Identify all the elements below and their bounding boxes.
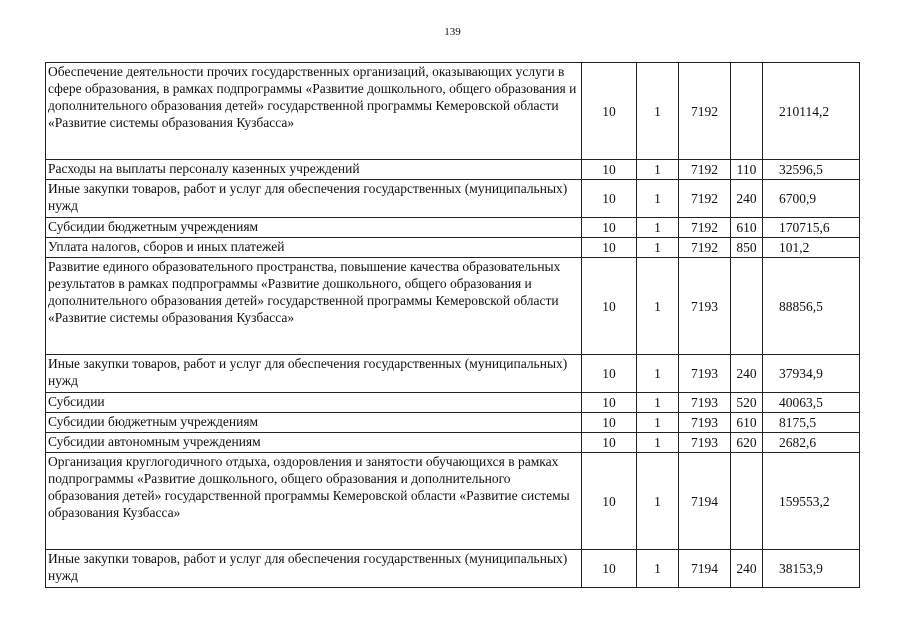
row-description: Организация круглогодичного отдыха, оздоровления и занятости обучающихся в рамках подпрограммы «Развитие дошкольного, общего образования и дополнительного образования детей» государственной программы Кемеровской области «Развитие системы образования Кузбасса» xyxy=(46,453,582,550)
section-cell: 10 xyxy=(582,453,637,550)
expense-type-cell: 520 xyxy=(731,393,763,413)
section-cell: 10 xyxy=(582,550,637,588)
subsection-cell: 1 xyxy=(637,218,679,238)
section-cell: 10 xyxy=(582,160,637,180)
row-description: Субсидии бюджетным учреждениям xyxy=(46,413,582,433)
table-row xyxy=(46,413,860,433)
section-cell: 10 xyxy=(582,180,637,218)
section-cell: 10 xyxy=(582,393,637,413)
page-number: 139 xyxy=(444,26,461,38)
table-row xyxy=(46,393,860,413)
expense-type-cell: 240 xyxy=(731,355,763,393)
subsection-cell: 1 xyxy=(637,160,679,180)
row-description: Обеспечение деятельности прочих государственных организаций, оказывающих услуги в сфере образования, в рамках подпрограммы «Развитие дошкольного, общего образования и дополнительного образования детей» государственной программы Кемеровской области «Развитие системы образования Кузбасса» xyxy=(46,63,582,160)
section-cell: 10 xyxy=(582,413,637,433)
expense-type-cell: 610 xyxy=(731,413,763,433)
table-row xyxy=(46,160,860,180)
expense-type-cell: 240 xyxy=(731,180,763,218)
table-row xyxy=(46,180,860,218)
target-code-cell: 7192 xyxy=(679,160,731,180)
amount-cell: 8175,5 xyxy=(763,413,860,433)
target-code-cell: 7193 xyxy=(679,393,731,413)
section-cell: 10 xyxy=(582,433,637,453)
table-row xyxy=(46,238,860,258)
row-description: Иные закупки товаров, работ и услуг для обеспечения государственных (муниципальных) нужд xyxy=(46,180,582,218)
subsection-cell: 1 xyxy=(637,258,679,355)
subsection-cell: 1 xyxy=(637,453,679,550)
row-description: Иные закупки товаров, работ и услуг для обеспечения государственных (муниципальных) нужд xyxy=(46,550,582,588)
target-code-cell: 7192 xyxy=(679,63,731,160)
target-code-cell: 7193 xyxy=(679,258,731,355)
target-code-cell: 7193 xyxy=(679,355,731,393)
target-code-cell: 7194 xyxy=(679,453,731,550)
subsection-cell: 1 xyxy=(637,238,679,258)
amount-cell: 38153,9 xyxy=(763,550,860,588)
amount-cell: 37934,9 xyxy=(763,355,860,393)
amount-cell: 32596,5 xyxy=(763,160,860,180)
expense-type-cell: 240 xyxy=(731,550,763,588)
expense-type-cell: 610 xyxy=(731,218,763,238)
subsection-cell: 1 xyxy=(637,413,679,433)
subsection-cell: 1 xyxy=(637,550,679,588)
section-cell: 10 xyxy=(582,258,637,355)
target-code-cell: 7192 xyxy=(679,238,731,258)
row-description: Развитие единого образовательного пространства, повышение качества образовательных результатов в рамках подпрограммы «Развитие дошкольного, общего образования и дополнительного образования детей» государственной программы Кемеровской области «Развитие системы образования Кузбасса» xyxy=(46,258,582,355)
amount-cell: 170715,6 xyxy=(763,218,860,238)
row-description: Субсидии автономным учреждениям xyxy=(46,433,582,453)
section-cell: 10 xyxy=(582,218,637,238)
amount-cell: 40063,5 xyxy=(763,393,860,413)
subsection-cell: 1 xyxy=(637,433,679,453)
table-row xyxy=(46,258,860,355)
subsection-cell: 1 xyxy=(637,393,679,413)
row-description: Уплата налогов, сборов и иных платежей xyxy=(46,238,582,258)
amount-cell: 159553,2 xyxy=(763,453,860,550)
amount-cell: 101,2 xyxy=(763,238,860,258)
expense-type-cell xyxy=(731,453,763,550)
table-row xyxy=(46,63,860,160)
subsection-cell: 1 xyxy=(637,63,679,160)
table-row xyxy=(46,355,860,393)
expense-type-cell: 620 xyxy=(731,433,763,453)
row-description: Расходы на выплаты персоналу казенных учреждений xyxy=(46,160,582,180)
amount-cell: 210114,2 xyxy=(763,63,860,160)
target-code-cell: 7193 xyxy=(679,413,731,433)
row-description: Субсидии бюджетным учреждениям xyxy=(46,218,582,238)
target-code-cell: 7194 xyxy=(679,550,731,588)
amount-cell: 88856,5 xyxy=(763,258,860,355)
row-description: Субсидии xyxy=(46,393,582,413)
section-cell: 10 xyxy=(582,355,637,393)
target-code-cell: 7192 xyxy=(679,218,731,238)
row-description: Иные закупки товаров, работ и услуг для обеспечения государственных (муниципальных) нужд xyxy=(46,355,582,393)
expense-type-cell xyxy=(731,63,763,160)
table-row xyxy=(46,453,860,550)
budget-table xyxy=(45,62,860,588)
table-row xyxy=(46,433,860,453)
amount-cell: 6700,9 xyxy=(763,180,860,218)
amount-cell: 2682,6 xyxy=(763,433,860,453)
target-code-cell: 7193 xyxy=(679,433,731,453)
table-row xyxy=(46,218,860,238)
section-cell: 10 xyxy=(582,238,637,258)
subsection-cell: 1 xyxy=(637,355,679,393)
subsection-cell: 1 xyxy=(637,180,679,218)
expense-type-cell: 110 xyxy=(731,160,763,180)
expense-type-cell xyxy=(731,258,763,355)
section-cell: 10 xyxy=(582,63,637,160)
expense-type-cell: 850 xyxy=(731,238,763,258)
table-row xyxy=(46,550,860,588)
target-code-cell: 7192 xyxy=(679,180,731,218)
